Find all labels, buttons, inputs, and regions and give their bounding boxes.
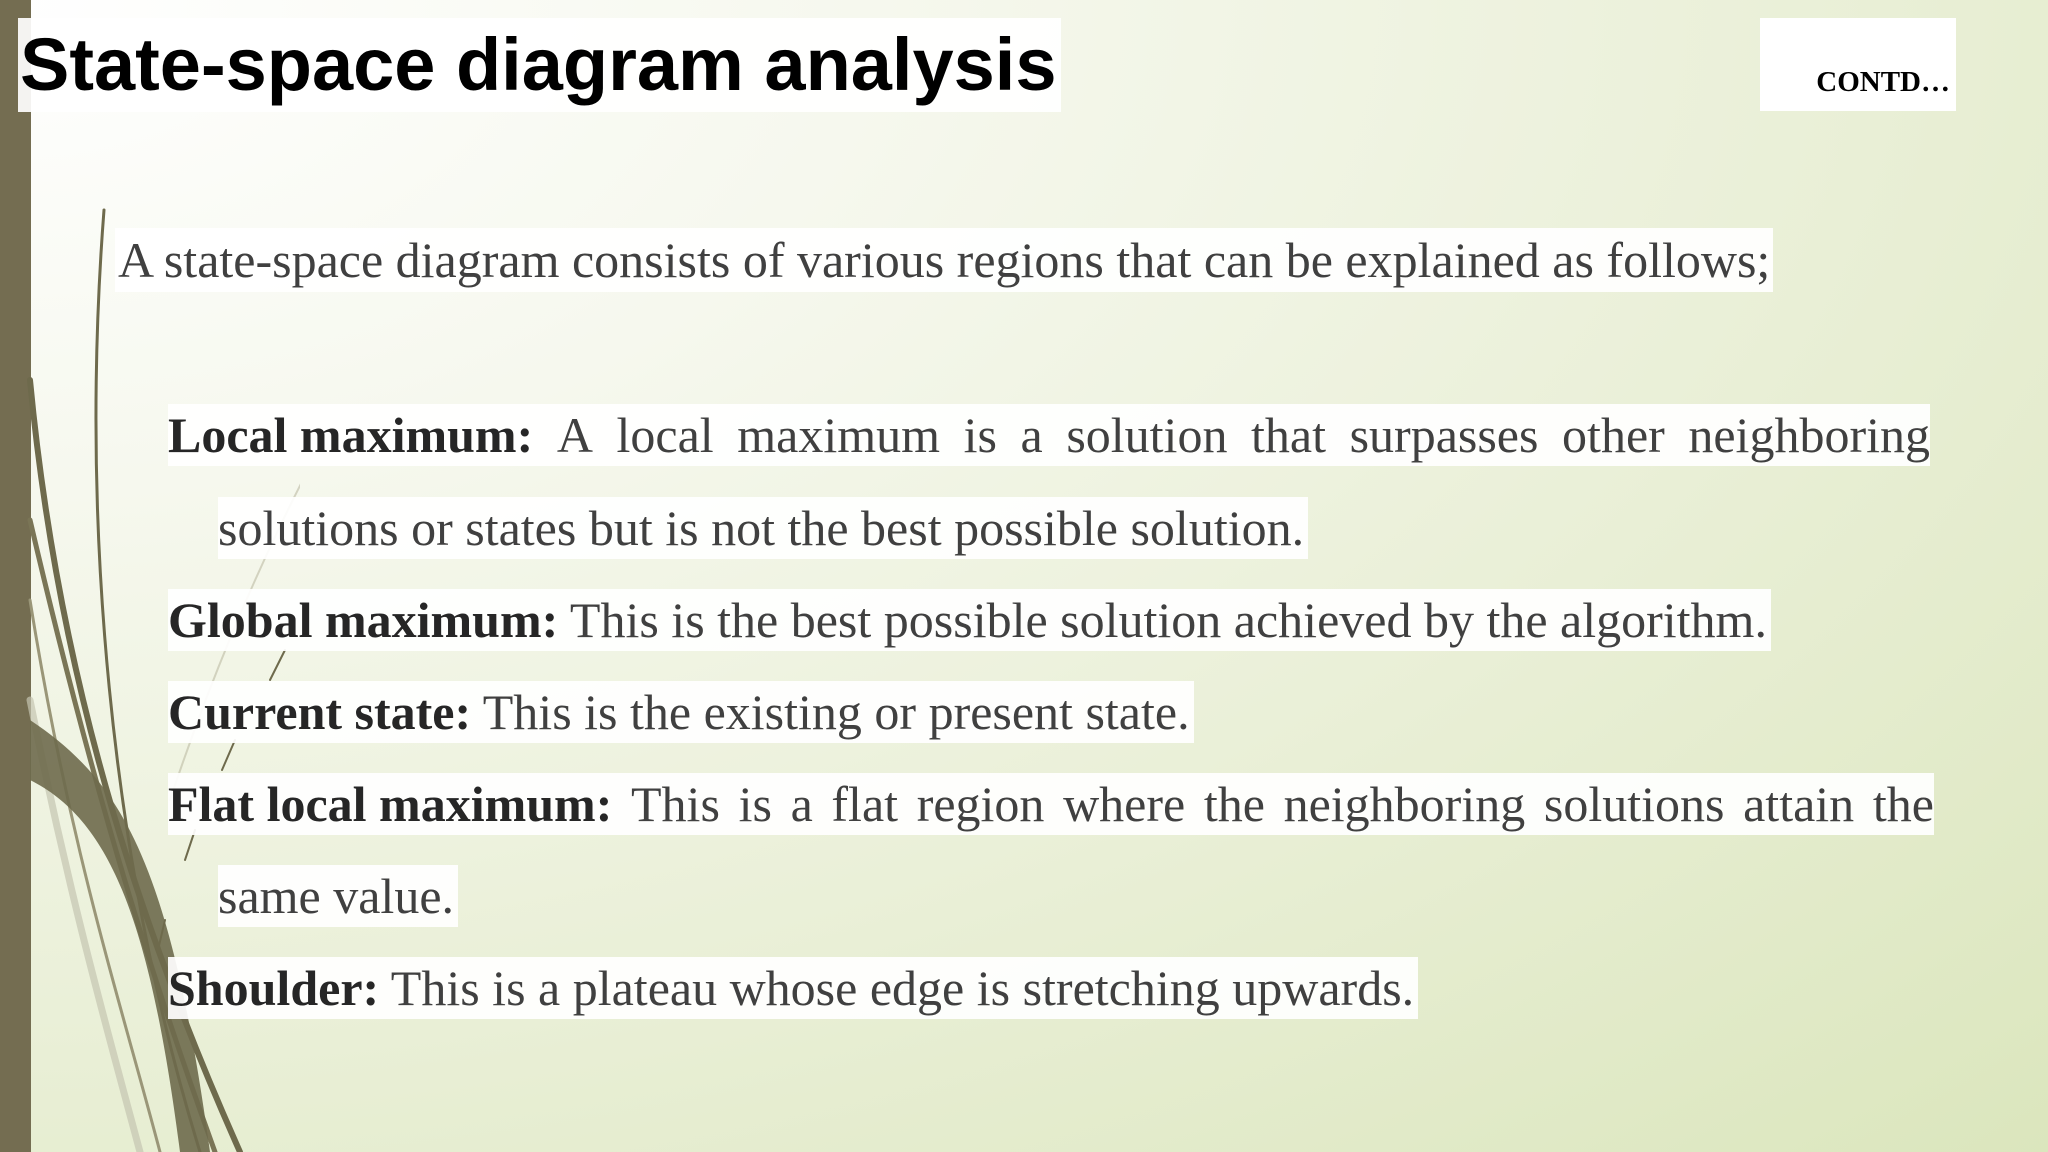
item-shoulder [168, 957, 1418, 1019]
item-current-state [168, 681, 1194, 743]
intro-text: A state-space diagram consists of various regions that can be explained as follows; [115, 228, 1773, 292]
item-desc: This is the best possible solution achieved by the algorithm. [569, 592, 1767, 648]
item-desc: This is a plateau whose edge is stretching upwards. [390, 960, 1415, 1016]
item-term: Global maximum: [168, 592, 559, 648]
item-term: Current state: [168, 684, 472, 740]
item-term: Local maximum: [168, 407, 534, 463]
item-flat-local-maximum-line1: Flat local maximum: This is a flat region where the neighboring solutions attain the [168, 773, 1934, 835]
item-flat-local-maximum-line2: same value. [218, 865, 458, 927]
item-term: Flat local maximum: [168, 776, 613, 832]
item-term: Shoulder: [168, 960, 380, 1016]
item-desc: This is the existing or present state. [482, 684, 1190, 740]
item-local-maximum-line1: Local maximum: A local maximum is a solution that surpasses other neighboring [168, 404, 1930, 466]
item-local-maximum-line2: solutions or states but is not the best possible solution. [218, 497, 1308, 559]
slide-title: State-space diagram analysis [18, 18, 1061, 112]
item-global-maximum [168, 589, 1771, 651]
contd-label: CONTD… [1760, 18, 1956, 111]
